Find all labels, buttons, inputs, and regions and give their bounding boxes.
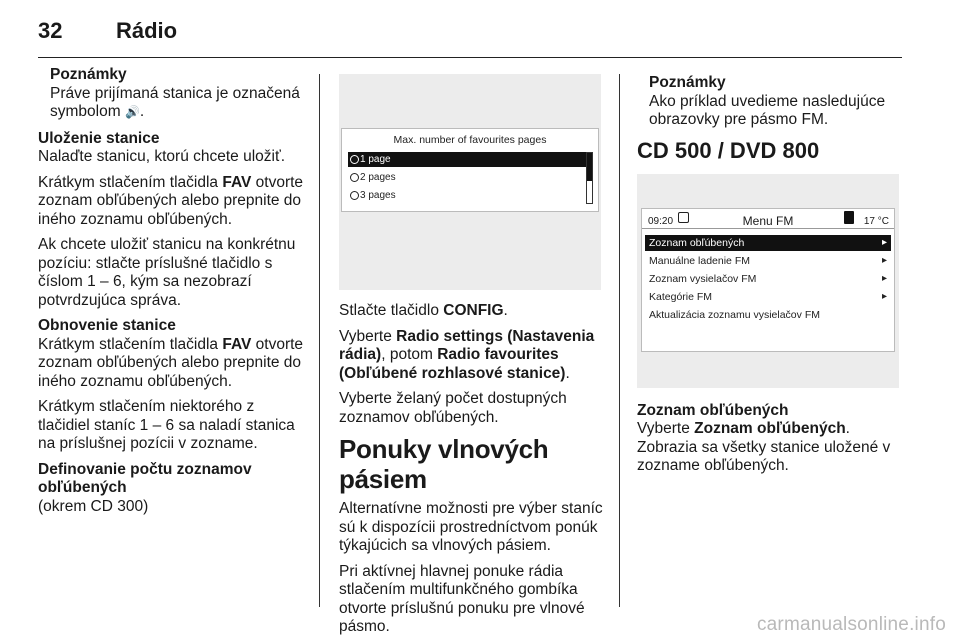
- menu-path: Zoznam obľúbených: [694, 420, 846, 437]
- paragraph: Zobrazia sa všetky stanice uložené v zozname obľúbených.: [637, 438, 891, 474]
- paragraph: Ak chcete uložiť stanicu na konkrétnu pozíciu: stlačte príslušné tlačidlo s číslom 1 – 6, kým sa nezobrazí potvrdzujúca správa.: [38, 236, 296, 309]
- menu-item-manual-tuning[interactable]: Manuálne ladenie FM ▸: [649, 254, 887, 267]
- chapter-title: Rádio: [116, 18, 178, 43]
- option-1-page[interactable]: 1 page: [348, 152, 586, 167]
- button-name: CONFIG: [443, 302, 504, 319]
- note-end: .: [139, 103, 145, 120]
- dialog-title: Max. number of favourites pages: [393, 134, 547, 146]
- chevron-right-icon: ▸: [881, 290, 887, 302]
- clock-time: 09:20: [648, 215, 674, 227]
- page-number: 32: [38, 18, 63, 43]
- note-title: Poznámky: [50, 66, 127, 83]
- chevron-right-icon: ▸: [881, 254, 887, 266]
- paragraph: otvorte zoznam obľúbených alebo prepnite do iného zoznamu obľúbených.: [38, 173, 304, 228]
- note-title: Poznámky: [649, 74, 726, 91]
- menu-fm-screen: [641, 208, 895, 352]
- note-text: Práve prijímaná stanica je označená symbolom: [50, 84, 300, 120]
- menu-path: Radio favourites (Obľúbené rozhlasové stanice): [339, 346, 566, 382]
- column-middle: Max. number of favourites pages 1 page 2 pages 3 pages Stlačte tlačidlo CONFIG. Vyberte Radio settings (Nastavenia rádia), potom Radio favourites (Obľúbené rozhlasové stanice). Vyberte želaný počet dostupných zoznamov obľúbených. Ponuky vlnových pásiem Alternatívne možnosti pre výber staníc sú k dispozícii prostredníctvom ponúk týkajúcich sa vlnových pásiem. Pri aktívnej hlavnej ponuke rádia stlačením multifunkčného gombíka otvorte príslušnú ponuku pre vlnové pásmo.: [339, 74, 607, 642]
- paragraph: Alternatívne možnosti pre výber staníc sú k dispozícii prostredníctvom ponúk týkajúcich sa vlnových pásiem.: [339, 500, 603, 554]
- paragraph: Nalaďte stanicu, ktorú chcete uložiť.: [38, 148, 286, 165]
- paragraph: Stlačte tlačidlo: [339, 302, 444, 319]
- section-title-define: Definovanie počtu zoznamov obľúbených: [38, 460, 252, 496]
- column-right: Poznámky Ako príklad uvedieme nasledujúce obrazovky pre pásmo FM. CD 500 / DVD 800 09:20 Menu FM 17 °C Zoznam obľúbených ▸ Manuálne ladenie FM ▸ Zoznam vysielačov FM ▸ Kategórie FM ▸ Aktualizácia zoznamu vysielačov FM Zoznam obľúbených Vyberte Zoznam obľúbených. Zobrazia sa všetky stanice uložené v zozname obľúbených.: [637, 74, 905, 483]
- option-2-pages[interactable]: 2 pages: [348, 170, 586, 185]
- menu-item-categories[interactable]: Kategórie FM ▸: [649, 290, 887, 303]
- page-header: [38, 18, 902, 58]
- radio-icon: [350, 191, 359, 200]
- menu-fm-screenshot: [637, 174, 899, 388]
- menu-path: Radio settings (Nastavenia rádia): [339, 327, 595, 363]
- paragraph: Vyberte: [339, 327, 397, 345]
- chevron-right-icon: ▸: [881, 236, 887, 248]
- menu-item-favourites[interactable]: Zoznam obľúbených ▸: [645, 235, 891, 251]
- favourites-pages-screenshot: [339, 74, 601, 290]
- paragraph: Krátkym stlačením tlačidla: [38, 335, 223, 353]
- column-divider: [619, 74, 620, 607]
- note-box: [637, 74, 905, 130]
- model-heading: CD 500 / DVD 800: [637, 137, 820, 163]
- paragraph: Krátkym stlačením niektorého z tlačidiel staníc 1 – 6 sa naladí stanica na príslušnej pozícii v zozname.: [38, 398, 295, 452]
- menu-item-update-list[interactable]: Aktualizácia zoznamu vysielačov FM: [649, 308, 820, 321]
- button-name: FAV: [222, 173, 252, 191]
- chevron-right-icon: ▸: [881, 272, 887, 284]
- paragraph: (okrem CD 300): [38, 497, 149, 515]
- speaker-icon: 🔊: [124, 105, 140, 119]
- phone-icon: [844, 211, 854, 224]
- paragraph: otvorte zoznam obľúbených alebo prepnite do iného zoznamu obľúbených.: [38, 335, 304, 390]
- menu-item-station-list[interactable]: Zoznam vysielačov FM ▸: [649, 272, 887, 285]
- paragraph: Pri aktívnej hlavnej ponuke rádia stlačením multifunkčného gombíka otvorte príslušnú ponuku pre vlnové pásmo.: [339, 562, 585, 635]
- temperature: 17 °C: [863, 215, 889, 227]
- paragraph: Vyberte želaný počet dostupných zoznamov obľúbených.: [339, 390, 567, 426]
- paragraph: Krátkym stlačením tlačidla: [38, 173, 223, 191]
- option-3-pages[interactable]: 3 pages: [348, 188, 586, 203]
- column-left: [38, 66, 306, 523]
- section-title-favourites: Zoznam obľúbených: [637, 401, 789, 419]
- screen-title: Menu FM: [742, 213, 794, 228]
- section-heading: Ponuky vlnových pásiem: [339, 434, 549, 494]
- radio-icon: [350, 173, 359, 182]
- paragraph: Vyberte: [637, 420, 695, 437]
- favourites-pages-dialog: [341, 128, 599, 212]
- button-name: FAV: [222, 335, 252, 353]
- note-text: Ako príklad uvedieme nasledujúce obrazovky pre pásmo FM.: [649, 92, 886, 128]
- watermark: carmanualsonline.info: [756, 614, 946, 635]
- radio-icon: [350, 155, 359, 164]
- column-divider: [319, 74, 320, 607]
- screen-status-bar: [642, 209, 894, 229]
- section-title-store: Uloženie stanice: [38, 129, 160, 147]
- note-box: [38, 66, 306, 122]
- scroll-thumb[interactable]: [587, 153, 592, 181]
- scrollbar[interactable]: [586, 152, 593, 204]
- section-title-recall: Obnovenie stanice: [38, 317, 176, 334]
